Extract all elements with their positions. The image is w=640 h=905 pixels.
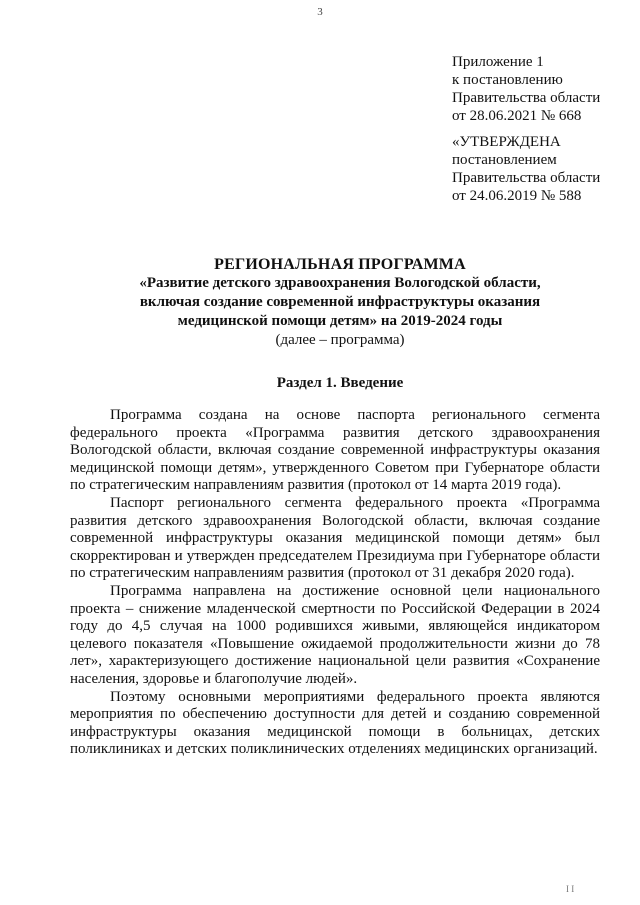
document-subtitle-line: включая создание современной инфраструктуры оказания [139,294,541,310]
appendix-block [452,53,632,125]
corner-mark: I I [566,884,575,894]
section-body [70,407,600,759]
document-subtitle-line: «Развитие детского здравоохранения Вологодской области, [139,275,541,291]
paragraph: Поэтому основными мероприятиями федерального проекта являются мероприятия по обеспечению доступности для детей и созданию современной инфраструктуры оказания медицинской помощи в больницах, детских поликлиниках и детских поликлинических отделениях медицинских организаций. [70,688,600,758]
page-number: 3 [317,6,323,18]
document-subtitle-line: медицинской помощи детям» на 2019-2024 годы [177,313,503,329]
paragraph: Программа создана на основе паспорта регионального сегмента федерального проекта «Программа развития детского здравоохранения Вологодской области, включая создание современной инфраструктуры оказания медицинской помощи детям», утвержденного Советом при Губернаторе области по стратегическим направлениям развития (протокол от 14 марта 2019 года). [70,407,600,494]
appendix-line: Правительства области [452,90,601,106]
approval-block [452,133,632,205]
approval-line: от 24.06.2019 № 588 [452,188,582,204]
approval-line: постановлением [452,152,557,168]
section-heading: Раздел 1. Введение [276,375,404,391]
approval-line: Правительства области [452,170,601,186]
paragraph: Программа направлена на достижение основной цели национального проекта – снижение младенческой смертности по Российской Федерации в 2024 году до 4,5 случая на 1000 родившихся живыми, являющейся индикатором целевого показателя «Повышение ожидаемой продолжительности жизни до 78 лет», характеризующего достижение национальной цели развития «Сохранение населения, здоровье и благополучие людей». [70,582,600,687]
appendix-line: к постановлению [452,72,563,88]
document-title: РЕГИОНАЛЬНАЯ ПРОГРАММА [214,256,466,273]
document-title-note: (далее – программа) [275,332,405,348]
paragraph: Паспорт регионального сегмента федерального проекта «Программа развития детского здравоохранения Вологодской области, включая создание современной инфраструктуры оказания медицинской помощи детям» был скорректирован и утвержден председателем Президиума при Губернаторе области по стратегическим направлениям развития (протокол от 31 декабря 2020 года). [70,494,600,582]
appendix-line: от 28.06.2021 № 668 [452,108,582,124]
approval-line: «УТВЕРЖДЕНА [452,134,561,150]
document-title-block [70,255,610,350]
appendix-line: Приложение 1 [452,54,544,70]
